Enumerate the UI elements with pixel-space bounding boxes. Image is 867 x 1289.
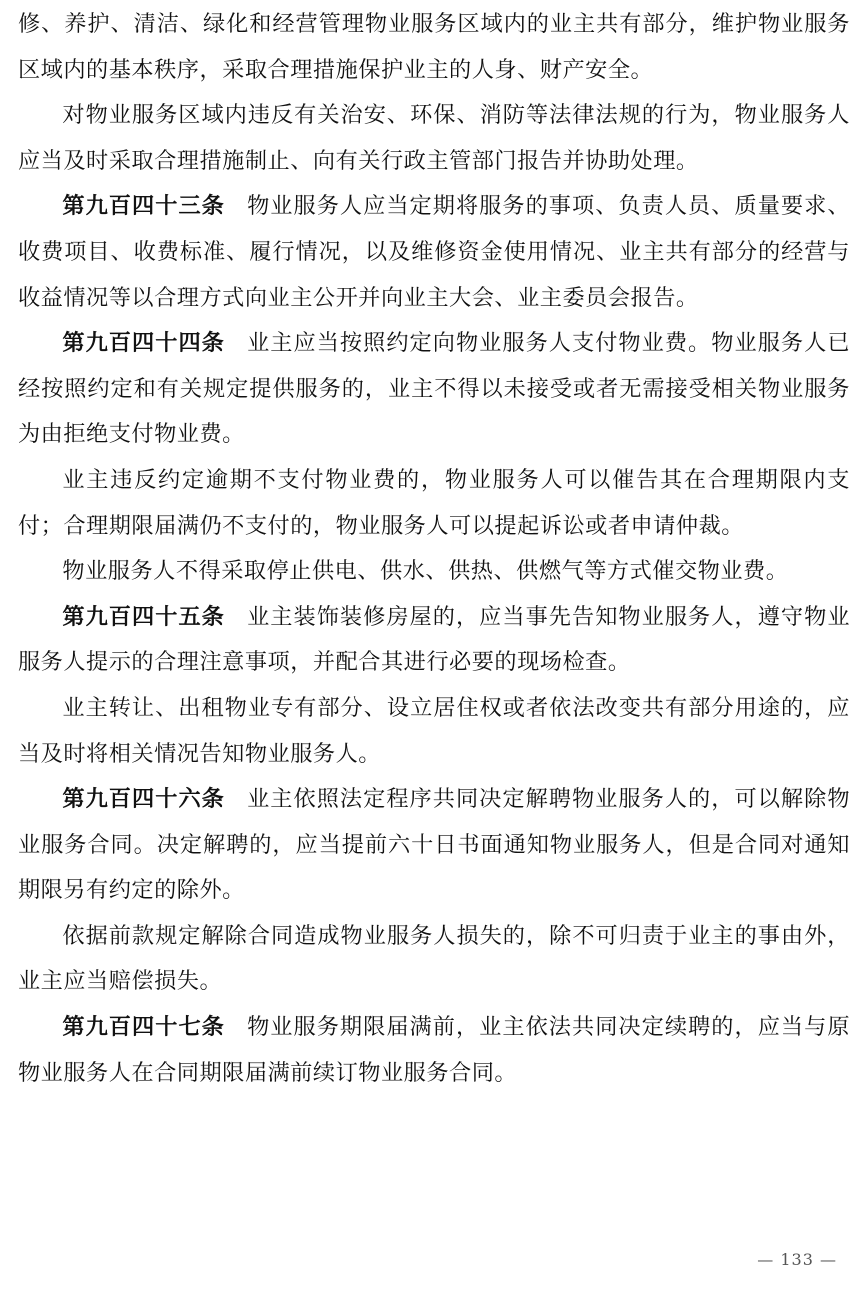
article-label: 第九百四十七条 bbox=[62, 1014, 225, 1041]
paragraph bbox=[18, 686, 850, 777]
paragraph bbox=[18, 549, 850, 595]
article-label: 第九百四十三条 bbox=[62, 193, 225, 220]
paragraph bbox=[18, 1005, 850, 1096]
article-label: 第九百四十四条 bbox=[62, 330, 225, 357]
paragraph-text: 业主应当按照约定向物业服务人支付物业费。物业服务人已经按照约定和有关规定提供服务的，业主不得以未接受或者无需接受相关物业服务为由拒绝支付物业费。 bbox=[18, 330, 851, 448]
paragraph bbox=[18, 93, 850, 184]
paragraph-text: 业主转让、出租物业专有部分、设立居住权或者依法改变共有部分用途的，应当及时将相关情况告知物业服务人。 bbox=[18, 694, 850, 767]
paragraph-text: 修、养护、清洁、绿化和经营管理物业服务区域内的业主共有部分，维护物业服务区域内的基本秩序，采取合理措施保护业主的人身、财产安全。 bbox=[18, 11, 850, 83]
paragraph-text: 业主违反约定逾期不支付物业费的，物业服务人可以催告其在合理期限内支付；合理期限届满仍不支付的，物业服务人可以提起诉讼或者申请仲裁。 bbox=[18, 466, 850, 539]
paragraph bbox=[18, 2, 850, 93]
paragraph-text: 物业服务期限届满前，业主依法共同决定续聘的，应当与原物业服务人在合同期限届满前续订物业服务合同。 bbox=[18, 1014, 851, 1086]
paragraph-text: 物业服务人应当定期将服务的事项、负责人员、质量要求、收费项目、收费标准、履行情况，以及维修资金使用情况、业主共有部分的经营与收益情况等以合理方式向业主公开并向业主大会、业主委员会报告。 bbox=[18, 193, 851, 311]
paragraph-text: 依据前款规定解除合同造成物业服务人损失的，除不可归责于业主的事由外，业主应当赔偿损失。 bbox=[18, 922, 850, 995]
paragraph-text: 业主依照法定程序共同决定解聘物业服务人的，可以解除物业服务合同。决定解聘的，应当提前六十日书面通知物业服务人，但是合同对通知期限另有约定的除外。 bbox=[18, 786, 851, 904]
paragraph-text: 物业服务人不得采取停止供电、供水、供热、供燃气等方式催交物业费。 bbox=[62, 558, 789, 585]
paragraph bbox=[18, 595, 850, 686]
paragraph-text: 对物业服务区域内违反有关治安、环保、消防等法律法规的行为，物业服务人应当及时采取合理措施制止、向有关行政主管部门报告并协助处理。 bbox=[18, 102, 850, 174]
document-body bbox=[18, 2, 850, 1096]
paragraph bbox=[18, 458, 850, 549]
paragraph bbox=[18, 914, 850, 1005]
paragraph bbox=[18, 777, 850, 914]
article-label: 第九百四十六条 bbox=[62, 786, 225, 813]
paragraph-text: 业主装饰装修房屋的，应当事先告知物业服务人，遵守物业服务人提示的合理注意事项，并配合其进行必要的现场检查。 bbox=[18, 603, 851, 676]
article-label: 第九百四十五条 bbox=[62, 603, 225, 630]
paragraph bbox=[18, 184, 850, 321]
paragraph bbox=[18, 321, 850, 458]
page-number: — 133 — bbox=[757, 1250, 837, 1269]
